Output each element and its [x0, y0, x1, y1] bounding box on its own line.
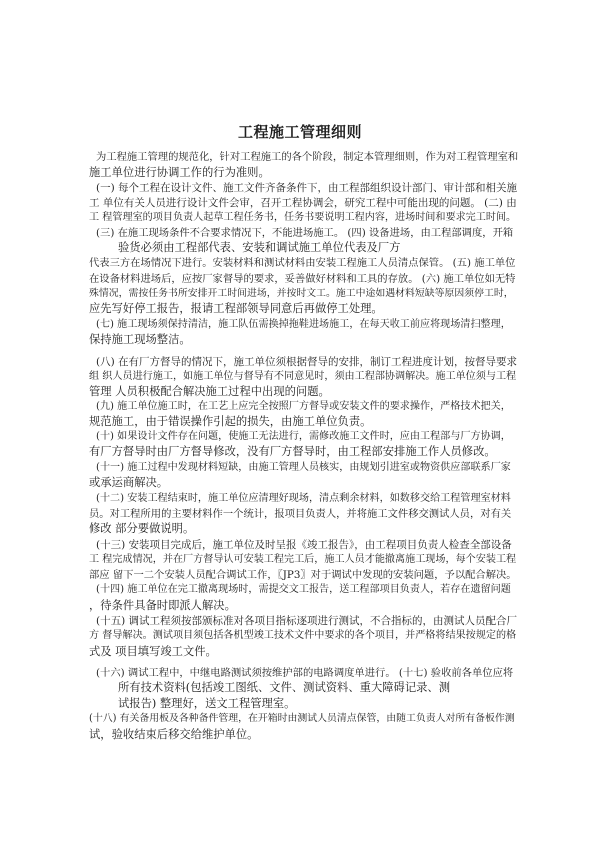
text-line: 殊情况，需按任务书所安排开工时间进场，并按时文工。施工中途如遇材料短缺等原因须停工时， [89, 288, 514, 299]
text-line: (九) 施工单位施工时，在工艺上应完全按照厂方督导或安装文件的要求操作，严格技术把关， [96, 401, 511, 412]
text-line: 试报告) 整理好，送文工程管理室。 [118, 697, 296, 710]
text-line: (十一) 施工过程中发现材料短缺，由施工管理人员核实，由规划引进室或物资供应部联系厂家 [96, 462, 511, 473]
text-line: 应先写好停工报告，报请工程部领导同意后再做停工处理。 [89, 302, 383, 315]
text-line: (十八) 有关备用板及各种备件管理，在开箱时由测试人员清点保管，由随工负责人对所有备板作测 [89, 713, 515, 724]
text-line: 工 单位有关人员进行设计文件会审，召开工程协调会，研究工程中可能出现的问题。 (二) 由 [89, 197, 517, 209]
text-line: 组 织人员进行施工，如施工单位与督导有不同意见时，须由工程部协调解决。施工单位须与工程 [89, 371, 517, 382]
text-line: (十二) 安装工程结束时，施工单位应清理好现场，清点剩余材料，如数移交给工程管理室材料 [96, 493, 511, 504]
document-title: 工程施工管理细则 [237, 123, 362, 141]
text-line: 管理 人员积极配合解决施工过程中出现的问题。 [89, 385, 330, 398]
text-line: ，待条件具备时即派人解决。 [89, 599, 236, 612]
text-line: (十五) 调试工程须按部颁标准对各项目指标逐项进行测试，不合指标的，由测试人员配合厂 [96, 615, 518, 627]
text-line: (十六) 调试工程中，中继电路测试须按维护部的电路调度单进行。 (十七) 验收前各单位应将 [96, 667, 514, 679]
text-line: 工 程管理室的项目负责人起草工程任务书，任务书要说明工程内容，进场时间和要求完工时间。 [89, 212, 517, 223]
text-line: 或承运商解决。 [89, 476, 169, 489]
text-line: 部应 留下一二个安装人员配合调试工作，〖JP3〗对于调试中发现的安装问题，予以配合解决。 [89, 569, 517, 581]
text-line: (八) 在有厂方督导的情况下，施工单位须根据督导的安排，制订工程进度计划，按督导要求 [96, 356, 518, 368]
text-line: 所有技术资料(包括竣工图纸、文件、测试资料、重大障碍记录、测 [118, 681, 451, 694]
text-line: 有厂方督导时由厂方督导修改，没有厂方督导时，由工程部安排施工作人员修改。 [89, 445, 496, 458]
text-line: 为工程施工管理的规范化，针对工程施工的各个阶段，制定本管理细则，作为对工程管理室和 [96, 151, 519, 163]
text-line: 保持施工现场整洁。 [89, 333, 191, 346]
text-line: 施工单位进行协调工作的行为准则。 [89, 166, 270, 179]
text-line: (十四) 施工单位在完工撤离现场时，需提交文工报告，送工程部项目负责人，若存在遗留问题 [96, 584, 511, 595]
text-line: 在设备材料进场后，应按厂家督导的要求，妥善做好材料和工具的存放。 (六) 施工单位如无特 [89, 273, 516, 285]
text-line: 验货必须由工程部代表、安装和调试施工单位代表及厂方 [118, 241, 401, 254]
text-line: 代表三方在场情况下进行。安装材料和测试材料由安装工程施工人员清点保管。 (五) 施工单位 [89, 257, 516, 269]
text-line: 员。对工程所用的主要材料作一个统计，报项目负责人，并将施工文件移交测试人员，对有关 [89, 508, 512, 520]
text-line: (十三) 安装项目完成后，施工单位及时呈报《竣工报告》，由工程项目负责人检查全部设备 [96, 539, 512, 551]
text-line: 试，验收结束后移交给维护单位。 [89, 728, 259, 741]
text-line: 规范施工，由于错误操作引起的损失，由施工单位负责。 [89, 415, 372, 428]
text-line: 方 督导解决。测试项目须包括各机型竣工技术文件中要求的各个项目，并严格将结果按规定的格 [89, 630, 517, 641]
text-line: (三) 在施工现场条件不合要求情况下，不能进场施工。 (四) 设备进场，由工程部调度，开箱 [96, 227, 514, 239]
text-line: 式及 项目填写竣工文件。 [89, 645, 217, 658]
text-line: (十) 如果设计文件存在问题，使施工无法进行，需修改施工文件时，应由工程部与厂方协调， [96, 431, 511, 442]
text-line: 工 程完成情况，并在厂方督导认可安装工程完工后，施工人员才能撤离施工现场，每个安装工程 [89, 554, 517, 565]
text-line: (一) 每个工程在设计文件、施工文件齐备条件下，由工程部组织设计部门、审计部和相关施 [96, 182, 518, 194]
text-line: 修改 部分要做说明。 [89, 522, 195, 535]
text-line: (七) 施工现场须保持清洁，施工队伍需换掉拖鞋进场施工，在每天收工前应将现场清扫整理， [96, 319, 511, 330]
